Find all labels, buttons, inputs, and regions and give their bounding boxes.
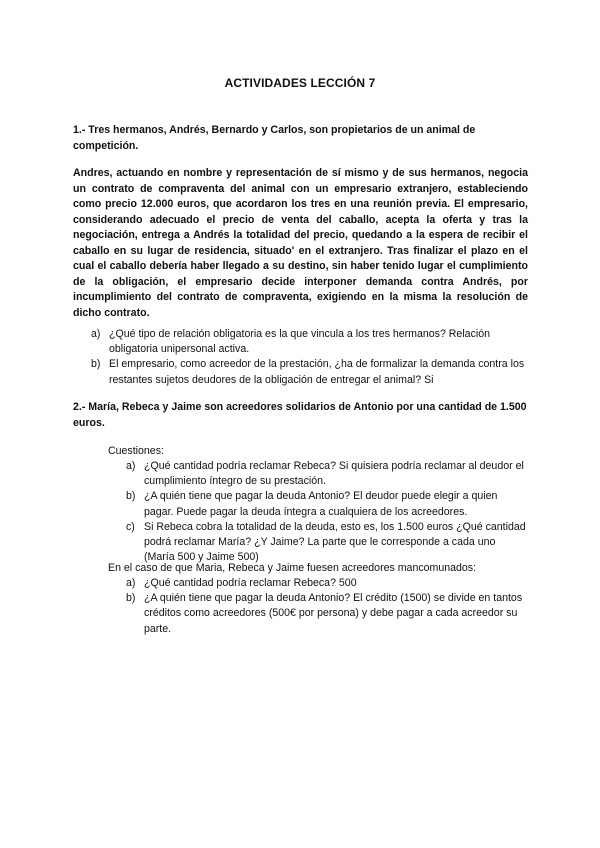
list-item: [91, 327, 528, 357]
list-item-text: ¿Qué cantidad podría reclamar Rebeca? 500: [144, 577, 357, 589]
q2-heading: 2.- María, Rebeca y Jaime son acreedores solidarios de Antonio por una cantidad de 1.500 euros.: [73, 401, 527, 429]
q2-mancomunados-intro: En el caso de que Maria, Rebeca y Jaime fuesen acreedores mancomunados:: [108, 562, 477, 574]
q2-mancomunados-list: [126, 576, 526, 637]
list-item: [126, 459, 526, 489]
list-marker: c): [126, 520, 135, 533]
list-marker: a): [91, 328, 101, 340]
q2-cuestiones-list: [126, 459, 526, 565]
q1-body: Andres, actuando en nombre y representación de sí mismo y de sus hermanos, negocia un contrato de compraventa del animal con un empresario extranjero, estableciendo como precio 12.000 euros, que acordaron los tres en una reunión previa. El empresario, considerando adecuado el precio de venta del caballo, acepta la oferta y tras la negociación, entrega a Andrés la totalidad del precio, quedando a la espera de recibir el caballo en su lugar de residencia, situado' en el extranjero. Tras finalizar el plazo en el cual el caballo debería haber llegado a su destino, sin haber tenido lugar el cumplimiento de la obligación, el empresario decide interponer demanda contra Andrés, por incumplimiento del contrato de compraventa, exigiendo en la misma la resolución de dicho contrato.: [73, 167, 528, 319]
list-item-text: Si Rebeca cobra la totalidad de la deuda, esto es, los 1.500 euros ¿Qué cantidad podrá reclamar María? ¿Y Jaime? La parte que le corresponde a cada uno (María 500 y Jaime 500): [144, 520, 526, 564]
list-item: [126, 520, 526, 566]
list-item: [126, 591, 526, 637]
list-item: [126, 489, 526, 519]
list-item-text: ¿A quién tiene que pagar la deuda Antonio? El deudor puede elegir a quien pagar. Puede pagar la deuda íntegra a cualquiera de los acreedores.: [144, 490, 498, 518]
list-item: [91, 357, 528, 387]
q1-question-list: [91, 327, 528, 388]
list-item-text: ¿Qué tipo de relación obligatoria es la que vincula a los tres hermanos? Relación obligatoria unipersonal activa.: [109, 328, 491, 356]
q2-cuestiones-label: Cuestiones:: [108, 445, 164, 457]
list-item-text: ¿Qué cantidad podría reclamar Rebeca? Si quisiera podría reclamar al deudor el cumplimiento íntegro de su prestación.: [144, 460, 524, 488]
list-marker: a): [126, 460, 136, 472]
list-item-text: El empresario, como acreedor de la prestación, ¿ha de formalizar la demanda contra los restantes sujetos deudores de la obligación de entregar el animal? Si: [109, 358, 525, 386]
list-marker: a): [126, 577, 136, 589]
list-marker: b): [126, 592, 136, 605]
list-item: [126, 576, 526, 591]
list-marker: b): [91, 358, 101, 371]
list-item-text: ¿A quién tiene que pagar la deuda Antonio? El crédito (1500) se divide en tantos créditos como acreedores (500€ por persona) y debe pagar a cada acreedor su parte.: [144, 592, 523, 635]
page-title: ACTIVIDADES LECCIÓN 7: [224, 76, 376, 90]
q1-heading: 1.- Tres hermanos, Andrés, Bernardo y Carlos, son propietarios de un animal de competición.: [73, 124, 476, 152]
list-marker: b): [126, 490, 136, 503]
